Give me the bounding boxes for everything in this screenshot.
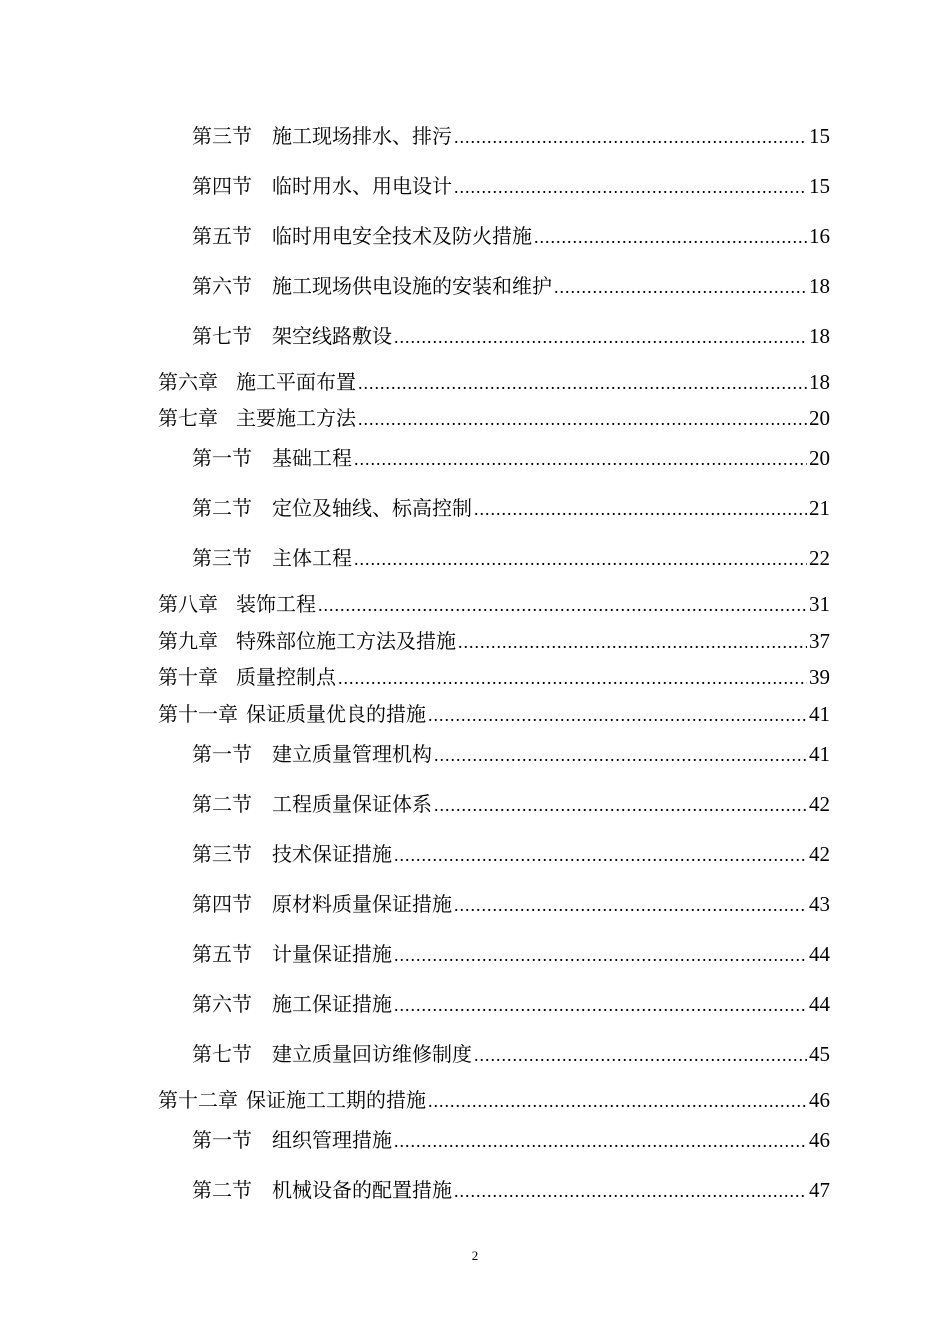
toc-leader-dots	[458, 628, 807, 656]
toc-entry-page: 22	[809, 546, 830, 570]
toc-entry-page: 44	[809, 992, 830, 1016]
toc-entry	[192, 494, 830, 522]
toc-entry-title: 临时用电安全技术及防火措施	[272, 224, 532, 248]
toc-leader-dots	[354, 445, 807, 473]
toc-entry-title: 建立质量回访维修制度	[272, 1042, 472, 1066]
toc-entry-page: 15	[809, 174, 830, 198]
toc-leader-dots	[428, 701, 807, 729]
toc-leader-dots	[394, 323, 807, 351]
toc-entry-page: 42	[809, 842, 830, 866]
toc-entry-label: 第六章	[158, 370, 218, 394]
toc-entry-page: 37	[809, 629, 830, 653]
toc-entry-label: 第三节	[192, 546, 252, 570]
toc-entry-title: 工程质量保证体系	[272, 792, 432, 816]
toc-entry-title: 特殊部位施工方法及措施	[236, 629, 456, 653]
toc-leader-dots	[474, 495, 807, 523]
toc-leader-dots	[318, 591, 807, 619]
toc-entry-label: 第二节	[192, 792, 252, 816]
toc-entry	[158, 590, 830, 618]
toc-entry-label: 第四节	[192, 892, 252, 916]
toc-entry-label: 第一节	[192, 446, 252, 470]
toc-entry-page: 18	[809, 370, 830, 394]
toc-entry	[192, 272, 830, 300]
toc-entry	[192, 122, 830, 150]
toc-entry-title: 主体工程	[272, 546, 352, 570]
toc-entry-title: 计量保证措施	[272, 942, 392, 966]
toc-entry-label: 第七节	[192, 1042, 252, 1066]
toc-entry-label: 第五节	[192, 942, 252, 966]
toc-entry-page: 45	[809, 1042, 830, 1066]
toc-leader-dots	[454, 173, 807, 201]
toc-entry-title: 临时用水、用电设计	[272, 174, 452, 198]
toc-entry-page: 46	[809, 1088, 830, 1112]
toc-entry	[192, 840, 830, 868]
toc-entry-title: 定位及轴线、标高控制	[272, 496, 472, 520]
toc-entry-title: 施工现场排水、排污	[272, 124, 452, 148]
toc-entry-label: 第一节	[192, 742, 252, 766]
toc-entry-label: 第七节	[192, 324, 252, 348]
toc-entry-title: 施工平面布置	[236, 370, 356, 394]
toc-leader-dots	[434, 741, 807, 769]
toc-entry-page: 21	[809, 496, 830, 520]
toc-entry	[192, 1176, 830, 1204]
toc-entry-title: 主要施工方法	[236, 406, 356, 430]
toc-leader-dots	[454, 891, 807, 919]
toc-entry-label: 第十章	[158, 665, 218, 689]
toc-entry	[192, 1126, 830, 1154]
toc-entry-title: 技术保证措施	[272, 842, 392, 866]
toc-entry	[192, 990, 830, 1018]
toc-entry-page: 39	[809, 665, 830, 689]
toc-entry-page: 18	[809, 324, 830, 348]
toc-leader-dots	[338, 664, 807, 692]
toc-entry	[192, 544, 830, 572]
toc-entry	[192, 940, 830, 968]
toc-entry-title: 基础工程	[272, 446, 352, 470]
toc-entry-title: 原材料质量保证措施	[272, 892, 452, 916]
toc-entry-title: 施工现场供电设施的安装和维护	[272, 274, 552, 298]
toc-leader-dots	[474, 1041, 807, 1069]
toc-entry-label: 第二节	[192, 1178, 252, 1202]
toc-entry	[158, 1086, 830, 1114]
toc-entry	[158, 700, 830, 728]
toc-entry	[192, 790, 830, 818]
toc-entry-title: 保证施工工期的措施	[246, 1088, 426, 1112]
toc-entry-title: 建立质量管理机构	[272, 742, 432, 766]
toc-leader-dots	[394, 841, 807, 869]
toc-entry-label: 第六节	[192, 992, 252, 1016]
toc-entry-title: 架空线路敷设	[272, 324, 392, 348]
toc-entry	[192, 1040, 830, 1068]
toc-leader-dots	[394, 1127, 807, 1155]
toc-entry-page: 42	[809, 792, 830, 816]
toc-leader-dots	[394, 941, 807, 969]
toc-leader-dots	[428, 1087, 807, 1115]
toc-entry-page: 18	[809, 274, 830, 298]
toc-entry	[192, 222, 830, 250]
toc-entry-label: 第十一章	[158, 702, 238, 726]
toc-entry-label: 第九章	[158, 629, 218, 653]
toc-entry-title: 保证质量优良的措施	[246, 702, 426, 726]
toc-entry-title: 装饰工程	[236, 592, 316, 616]
toc-entry-label: 第三节	[192, 842, 252, 866]
toc-leader-dots	[534, 223, 807, 251]
toc-entry-label: 第五节	[192, 224, 252, 248]
toc-leader-dots	[454, 1177, 807, 1205]
toc-entry-title: 质量控制点	[236, 665, 336, 689]
toc-leader-dots	[454, 123, 807, 151]
toc-entry-label: 第六节	[192, 274, 252, 298]
toc-entry	[192, 740, 830, 768]
toc-entry-page: 46	[809, 1128, 830, 1152]
toc-entry-label: 第七章	[158, 406, 218, 430]
toc-entry	[158, 404, 830, 432]
toc-entry-label: 第二节	[192, 496, 252, 520]
toc-entry-title: 组织管理措施	[272, 1128, 392, 1152]
toc-entry	[192, 172, 830, 200]
toc-entry-label: 第四节	[192, 174, 252, 198]
toc-entry	[192, 444, 830, 472]
toc-leader-dots	[434, 791, 807, 819]
toc-leader-dots	[358, 405, 807, 433]
toc-entry-title: 施工保证措施	[272, 992, 392, 1016]
toc-entry-page: 20	[809, 446, 830, 470]
toc-entry-page: 41	[809, 702, 830, 726]
toc-entry-page: 15	[809, 124, 830, 148]
toc-entry-label: 第三节	[192, 124, 252, 148]
toc-entry	[158, 368, 830, 396]
toc-leader-dots	[554, 273, 807, 301]
toc-entry	[192, 890, 830, 918]
toc-entry	[192, 322, 830, 350]
toc-entry-label: 第十二章	[158, 1088, 238, 1112]
toc-entry-page: 16	[809, 224, 830, 248]
toc-entry-page: 44	[809, 942, 830, 966]
toc-entry-label: 第八章	[158, 592, 218, 616]
toc-entry-label: 第一节	[192, 1128, 252, 1152]
toc-leader-dots	[394, 991, 807, 1019]
page-number: 2	[471, 1248, 479, 1263]
toc-leader-dots	[358, 369, 807, 397]
toc-entry-page: 43	[809, 892, 830, 916]
toc-entry-page: 31	[809, 592, 830, 616]
toc-entry	[158, 663, 830, 691]
toc-entry-page: 41	[809, 742, 830, 766]
toc-entry-page: 47	[809, 1178, 830, 1202]
toc-entry	[158, 627, 830, 655]
toc-leader-dots	[354, 545, 807, 573]
toc-entry-page: 20	[809, 406, 830, 430]
toc-entry-title: 机械设备的配置措施	[272, 1178, 452, 1202]
